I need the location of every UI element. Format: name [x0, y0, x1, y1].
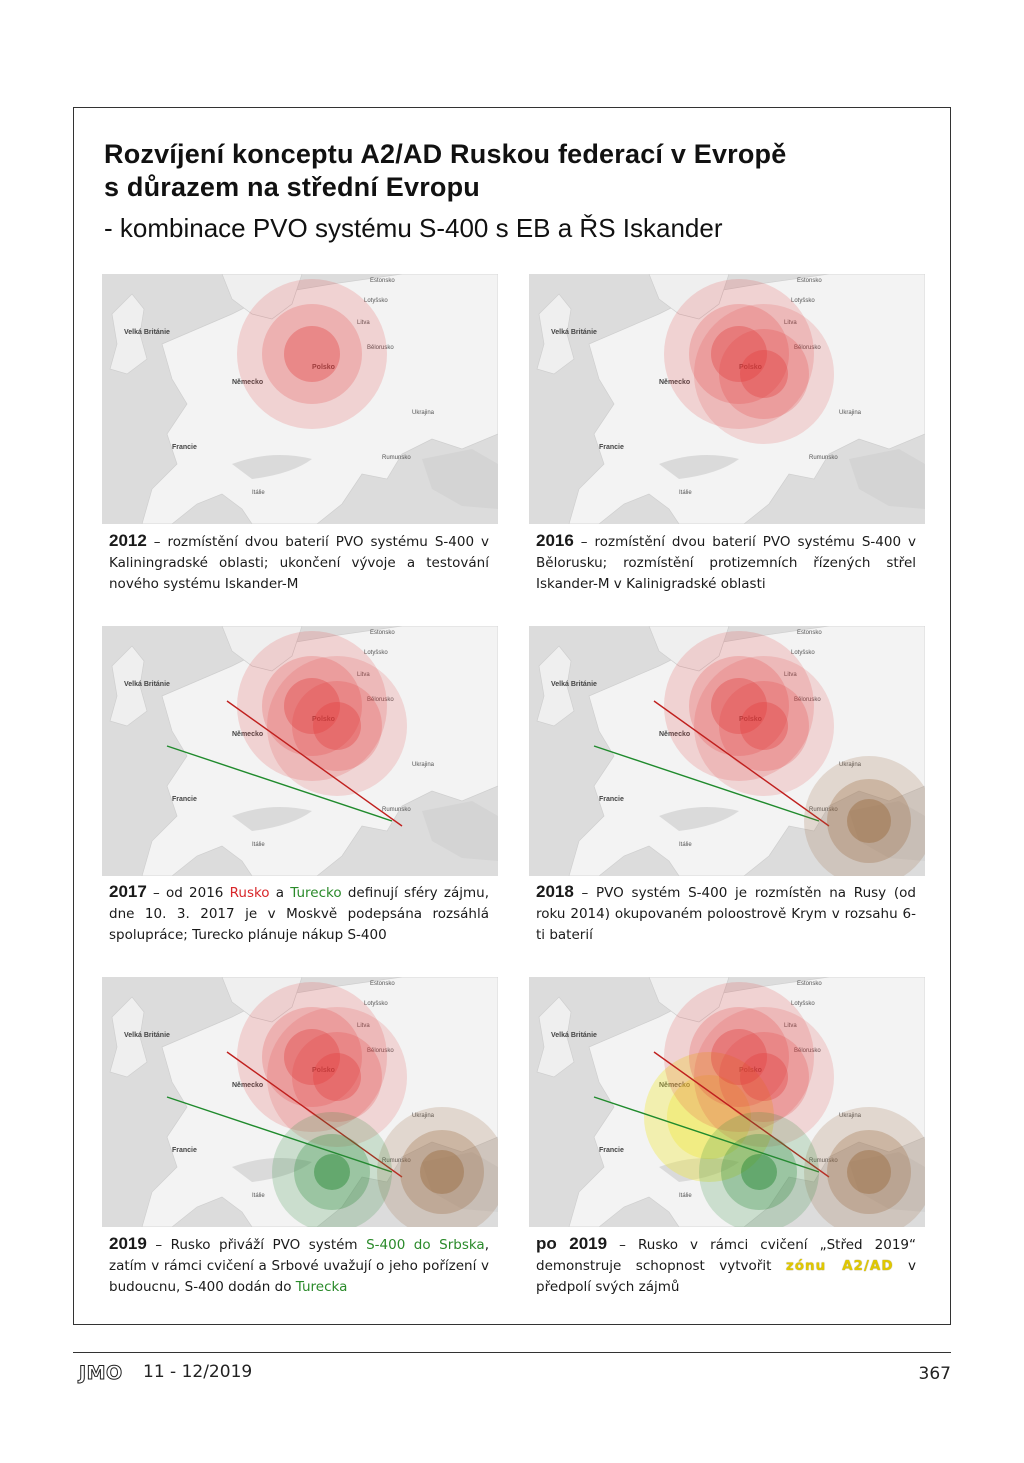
caption-year: 2016 [536, 531, 574, 550]
page-subtitle: - kombinace PVO systému S-400 s EB a ŘS Iskander [104, 213, 723, 243]
map-label-belarus: Bělorusko [367, 1048, 394, 1054]
map-label-poland: Polsko [739, 716, 762, 723]
map-panel-after-2019 [529, 977, 925, 1227]
map-label-germany: Německo [659, 379, 691, 386]
caption-2012 [109, 530, 489, 595]
map-label-poland: Polsko [312, 1067, 335, 1074]
map-panel-2017 [102, 626, 498, 876]
map-label-romania: Rumunsko [809, 455, 838, 461]
caption-text: – Rusko přiváží PVO systém [146, 1237, 367, 1253]
jmo-logo: JMO [79, 1362, 123, 1384]
map-label-latvia: Lotyšsko [791, 1001, 815, 1007]
map-label-belarus: Bělorusko [794, 697, 821, 703]
serbia-s400-zone [314, 1154, 350, 1190]
map-label-belarus: Bělorusko [367, 697, 394, 703]
map-label-germany: Německo [232, 379, 264, 386]
map-label-estonia: Estonsko [797, 630, 822, 636]
map-label-poland: Polsko [312, 716, 335, 723]
map-panel-2012 [102, 274, 498, 524]
map-after-2019 [529, 977, 925, 1227]
map-label-belarus: Bělorusko [367, 345, 394, 351]
map-label-uk: Velká Británie [551, 329, 597, 336]
caption-2018 [536, 881, 916, 946]
belarus-s400-zone [740, 702, 788, 750]
map-label-uk: Velká Británie [124, 1032, 170, 1039]
map-label-estonia: Estonsko [370, 630, 395, 636]
map-label-estonia: Estonsko [370, 278, 395, 284]
map-label-ukraine: Ukrajina [839, 410, 862, 416]
map-label-italy: Itálie [252, 1193, 265, 1199]
map-label-france: Francie [172, 796, 197, 803]
map-label-latvia: Lotyšsko [791, 650, 815, 656]
issue-number: 11 - 12/2019 [143, 1362, 253, 1382]
map-label-poland: Polsko [312, 364, 335, 371]
belarus-s400-zone [740, 1053, 788, 1101]
map-label-ukraine: Ukrajina [839, 762, 862, 768]
caption-year: po 2019 [536, 1234, 608, 1253]
map-2018 [529, 626, 925, 876]
map-label-italy: Itálie [679, 842, 692, 848]
map-label-estonia: Estonsko [370, 981, 395, 987]
caption-2017 [109, 881, 489, 946]
map-label-estonia: Estonsko [797, 981, 822, 987]
caption-text: – PVO systém S-400 je rozmístěn na Rusy (od roku 2014) okupovaném poloostrově Krym v rozsahu 6-ti baterií [536, 885, 916, 943]
map-label-germany: Německo [232, 731, 264, 738]
map-label-romania: Rumunsko [809, 1158, 838, 1164]
map-label-france: Francie [599, 1147, 624, 1154]
caption-year: 2019 [109, 1234, 147, 1253]
map-2016 [529, 274, 925, 524]
caption-text: – Rusko v rámci cvičení „Střed 2019“ demonstruje schopnost vytvořit [536, 1237, 916, 1274]
caption-after-2019 [536, 1233, 916, 1298]
map-label-ukraine: Ukrajina [412, 762, 435, 768]
kaliningrad-s400-zone [284, 326, 340, 382]
caption-text: definují sféry zájmu, dne 10. 3. 2017 je v Moskvě podepsána rozsáhlá spolupráce; Turecko plánuje nákup S-400 [109, 885, 489, 943]
caption-turkey: Turecko [290, 885, 342, 901]
map-2019 [102, 977, 498, 1227]
map-label-ukraine: Ukrajina [412, 1113, 435, 1119]
map-label-estonia: Estonsko [797, 278, 822, 284]
map-label-poland: Polsko [739, 1067, 762, 1074]
caption-text: , zatím v rámci cvičení a Srbové uvažují o jeho pořízení v budoucnu, S-400 dodán do [109, 1237, 490, 1295]
caption-text: – rozmístění dvou baterií PVO systému S-400 v Bělorusku; rozmístění protizemních řízených střel Iskander-M v Kalinigradské oblasti [536, 534, 916, 592]
map-label-latvia: Lotyšsko [364, 298, 388, 304]
caption-2016 [536, 530, 916, 595]
map-2012 [102, 274, 498, 524]
crimea-s400-zone [847, 799, 891, 843]
caption-russia: Rusko [229, 885, 270, 901]
map-label-uk: Velká Británie [124, 681, 170, 688]
belarus-s400-zone [740, 350, 788, 398]
map-label-italy: Itálie [679, 1193, 692, 1199]
caption-text: – rozmístění dvou baterií PVO systému S-400 v Kaliningradské oblasti; ukončení vývoje a testování nového systému Iskander-M [109, 534, 489, 592]
map-2017 [102, 626, 498, 876]
crimea-s400-zone [420, 1150, 464, 1194]
map-label-lithuania: Litva [357, 320, 370, 326]
caption-turkey: Turecka [295, 1279, 348, 1295]
map-label-ukraine: Ukrajina [839, 1113, 862, 1119]
map-label-romania: Rumunsko [382, 807, 411, 813]
map-label-france: Francie [172, 1147, 197, 1154]
belarus-s400-zone [313, 1053, 361, 1101]
map-label-uk: Velká Británie [124, 329, 170, 336]
map-label-ukraine: Ukrajina [412, 410, 435, 416]
map-label-germany: Německo [659, 731, 691, 738]
caption-year: 2012 [109, 531, 147, 550]
map-panel-2018 [529, 626, 925, 876]
map-label-latvia: Lotyšsko [364, 1001, 388, 1007]
title-line-2: s důrazem na střední Evropu [104, 172, 480, 202]
page-title [104, 138, 786, 204]
caption-text: v předpolí svých zájmů [536, 1258, 916, 1295]
serbia-s400-zone [741, 1154, 777, 1190]
map-label-germany: Německo [232, 1082, 264, 1089]
caption-year: 2017 [109, 882, 147, 901]
map-label-poland: Polsko [739, 364, 762, 371]
footer-divider [73, 1352, 951, 1353]
crimea-s400-zone [847, 1150, 891, 1194]
caption-text: a [269, 885, 291, 901]
map-label-romania: Rumunsko [382, 455, 411, 461]
caption-a2ad-zone: zónu A2/AD [785, 1258, 894, 1274]
map-label-lithuania: Litva [357, 1023, 370, 1029]
map-label-belarus: Bělorusko [794, 1048, 821, 1054]
map-label-italy: Itálie [252, 842, 265, 848]
caption-2019 [109, 1233, 489, 1298]
caption-serbia: S-400 do Srbska [366, 1237, 485, 1253]
map-label-lithuania: Litva [357, 672, 370, 678]
map-label-italy: Itálie [252, 490, 265, 496]
map-label-germany: Německo [659, 1082, 691, 1089]
caption-year: 2018 [536, 882, 574, 901]
map-label-romania: Rumunsko [809, 807, 838, 813]
map-label-latvia: Lotyšsko [364, 650, 388, 656]
map-label-uk: Velká Británie [551, 1032, 597, 1039]
map-label-france: Francie [599, 444, 624, 451]
map-label-france: Francie [172, 444, 197, 451]
map-label-belarus: Bělorusko [794, 345, 821, 351]
belarus-s400-zone [313, 702, 361, 750]
map-panel-2019 [102, 977, 498, 1227]
map-label-latvia: Lotyšsko [791, 298, 815, 304]
map-panel-2016 [529, 274, 925, 524]
title-line-1: Rozvíjení konceptu A2/AD Ruskou federací v Evropě [104, 139, 787, 169]
map-label-uk: Velká Británie [551, 681, 597, 688]
map-label-france: Francie [599, 796, 624, 803]
map-label-lithuania: Litva [784, 1023, 797, 1029]
map-label-italy: Itálie [679, 490, 692, 496]
map-label-lithuania: Litva [784, 320, 797, 326]
caption-text: – od 2016 [146, 885, 230, 901]
map-label-romania: Rumunsko [382, 1158, 411, 1164]
map-label-lithuania: Litva [784, 672, 797, 678]
page-number: 367 [918, 1364, 951, 1384]
